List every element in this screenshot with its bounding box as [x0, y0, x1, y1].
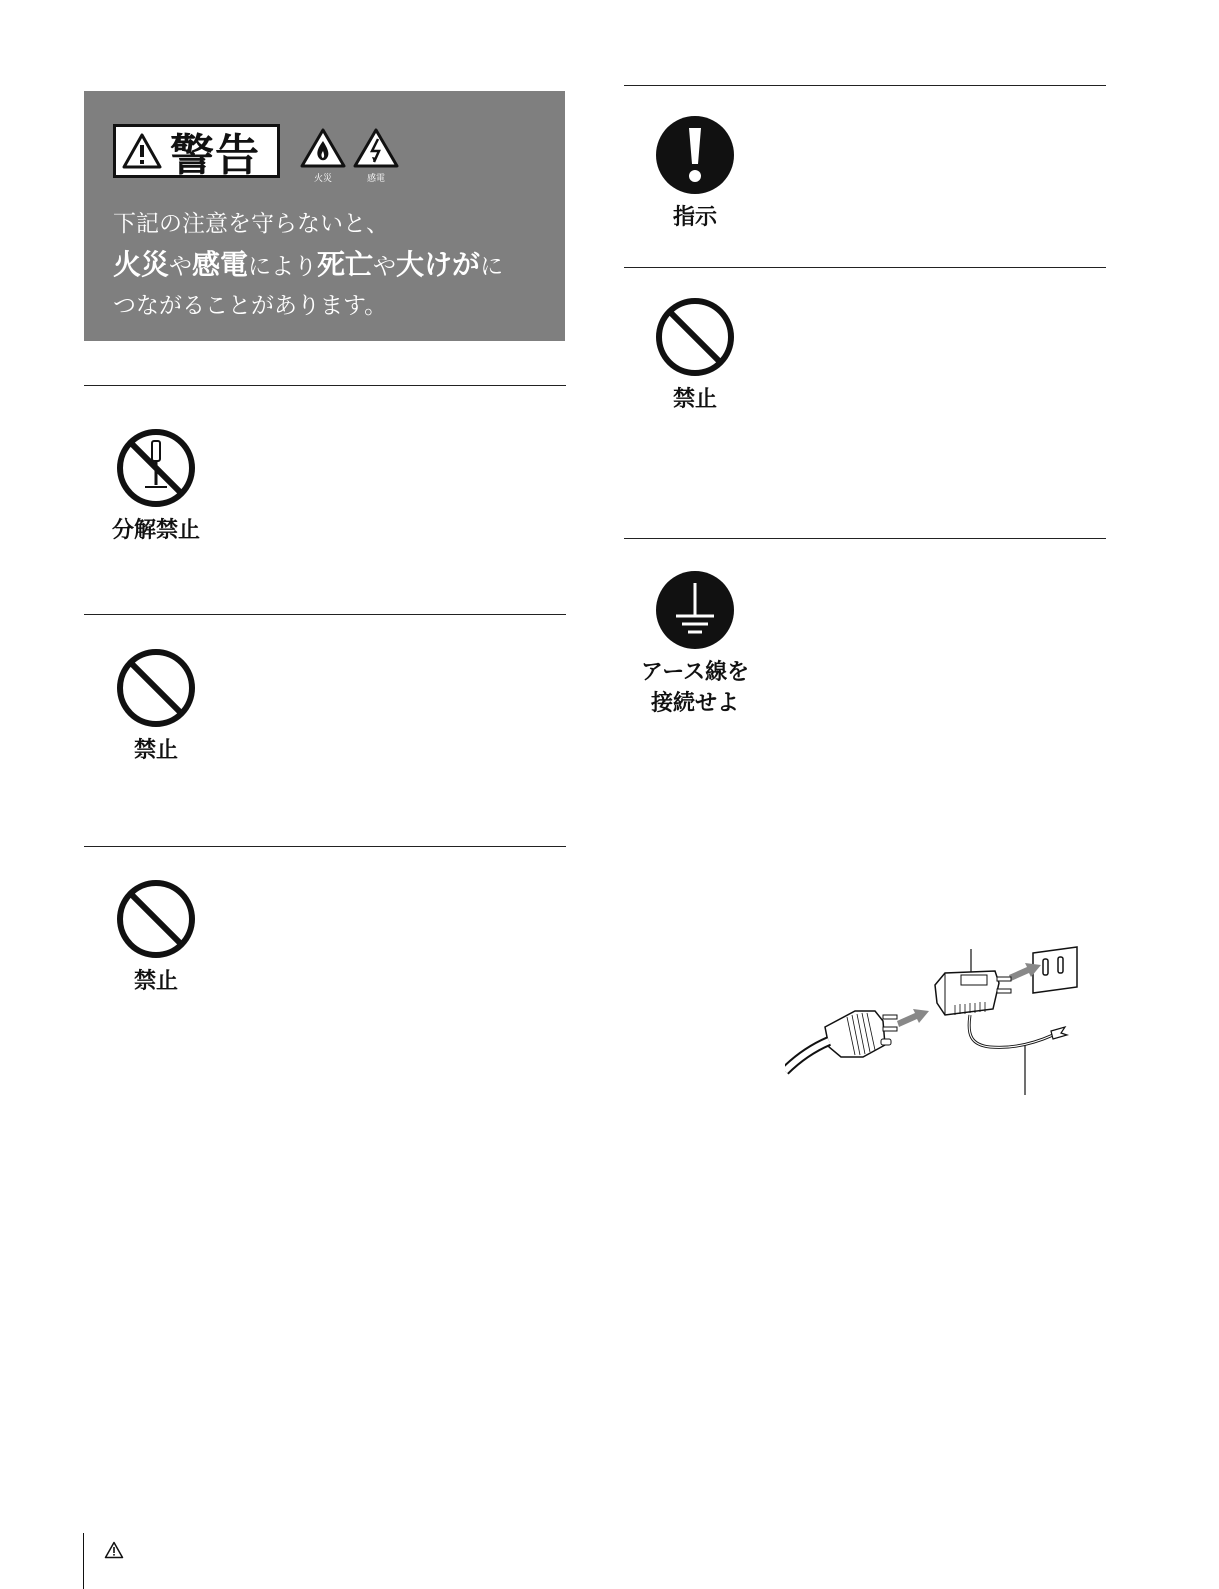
- warning-title: 警告: [170, 130, 260, 181]
- banner-line-1: 下記の注意を守らないと、: [113, 211, 389, 237]
- footer-rule: [83, 1533, 84, 1589]
- ground-label-line-1: アース線を: [640, 660, 750, 685]
- fire-word: 火災: [113, 248, 170, 281]
- warning-title-box: [113, 124, 280, 181]
- section-instruction: [643, 114, 747, 231]
- section-prohibition-2: [104, 878, 208, 995]
- hazard-fire: [299, 127, 347, 184]
- hazard-shock-label: 感電: [366, 174, 385, 184]
- no-disassembly-label: 分解禁止: [111, 518, 200, 543]
- grounding-adapter-plug-illustration: [785, 945, 1085, 1100]
- injury-word: 大けが: [396, 248, 481, 281]
- section-divider: [624, 267, 1106, 268]
- exclamation-icon: [654, 114, 736, 196]
- ground-icon: [654, 569, 736, 651]
- warning-triangle-icon: [122, 132, 162, 170]
- prohibition-icon: [115, 647, 197, 729]
- section-prohibition-3: [643, 296, 747, 413]
- shock-word: 感電: [192, 248, 249, 281]
- fire-hazard-icon: [299, 127, 347, 169]
- prohibition-icon: [654, 296, 736, 378]
- section-divider: [84, 846, 566, 847]
- section-divider: [624, 85, 1106, 86]
- banner-line-3: つながることがあります。: [113, 293, 388, 319]
- death-word: 死亡: [317, 248, 374, 281]
- section-divider: [84, 614, 566, 615]
- hazard-fire-label: 火災: [313, 174, 332, 184]
- warning-banner: [84, 91, 565, 341]
- prohibition-label: 禁止: [672, 387, 717, 412]
- instruction-label: 指示: [672, 205, 717, 230]
- section-prohibition-1: [104, 647, 208, 764]
- no-disassembly-icon: [115, 427, 197, 509]
- electric-shock-icon: [352, 127, 400, 169]
- prohibition-icon: [115, 878, 197, 960]
- prohibition-label: 禁止: [133, 738, 178, 763]
- section-divider: [624, 538, 1106, 539]
- section-divider: [84, 385, 566, 386]
- section-ground: [625, 569, 765, 717]
- hazard-shock: [352, 127, 400, 184]
- ground-label-line-2: 接続せよ: [650, 691, 739, 716]
- warning-small-icon: [104, 1541, 124, 1559]
- banner-line-2: 火災や感電により死亡や大けがに: [113, 248, 504, 281]
- prohibition-label: 禁止: [133, 969, 178, 994]
- section-no-disassembly: [104, 427, 208, 544]
